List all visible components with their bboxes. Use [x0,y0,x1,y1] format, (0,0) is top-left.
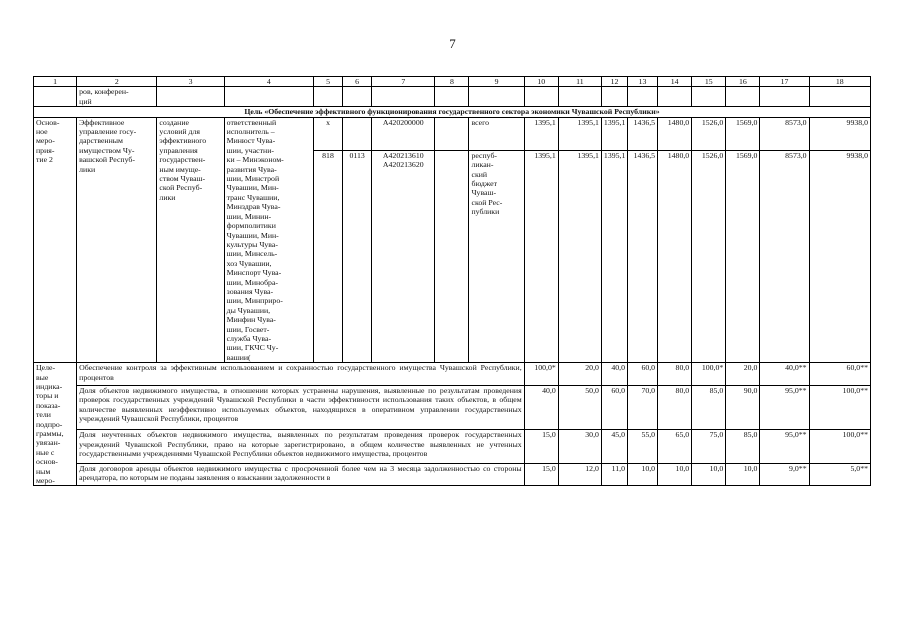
indicator-value: 10,0 [692,463,726,486]
measure-responsible: ответственный исполнитель – Минюст Чува- шии, участни- ки – Минэконом- развития Чува- шии, Минстрой Чувашии, Мин- транс Чувашии, Минздрав Чува- шии, Минин- формполитики Чувашии, Мин- культуры Чува- шии, Минсель- хоз Чувашии, Минспорт Чува- шии, Минобра- зования Чува- шии, Минприро- ды Чувашии, Минфин Чува- шии, Госвет- служба Чува- шии, ГКЧС Чу- вашии( [224,117,313,363]
indicator-value: 60,0 [601,385,627,429]
grbs-code: x [313,117,342,150]
indicator-text: Обеспечение контроля за эффективным использованием и сохранностью государственного имущества Чувашской Республики, процентов [77,363,525,386]
indicator-value: 80,0 [658,385,692,429]
indicator-value: 95,0** [760,430,809,464]
column-number: 1 [34,77,77,87]
column-number: 8 [435,77,469,87]
indicator-value: 45,0 [601,430,627,464]
continuation-text: ров, конферен- ций [77,87,157,107]
column-number: 5 [313,77,342,87]
indicator-value: 90,0 [726,385,760,429]
indicator-value: 30,0 [558,430,601,464]
indicator-value: 50,0 [558,385,601,429]
measure-goal: создание условий для эффективного управления государствен- ным имуще- ством Чуваш- ской Респуб- лики [157,117,224,363]
funding-value: 1436,5 [628,117,658,150]
funding-value: 1480,0 [658,150,692,362]
page-number: 7 [449,36,456,51]
indicator-value: 10,0 [726,463,760,486]
indicator-text: Доля договоров аренды объектов недвижимого имущества с просроченной более чем на 3 месяца задолженностью со стороны арендатора, по которым не поданы заявления о взыскании задолженности в [77,463,525,486]
indicator-text: Доля неучтенных объектов недвижимого имущества, выявленных по результатам проведения проверок государственных учреждений Чувашской Республики, право на которые зарегистрировано, в общем количестве выявленных не учтенных государственными учреждениями Чувашской Республики объектов недвижимого имущества, процентов [77,430,525,464]
column-number-row [34,77,871,87]
indicator-text: Доля объектов недвижимого имущества, в отношении которых устранены нарушения, выявленные по результатам проведения проверок государственных учреждений Чувашской Республики в части эффективности использования таких объектов, в общем количестве выявленных неэффективно используемых объектов, находящихся в оперативном управлении государственных учреждений Чувашской Республики, процентов [77,385,525,429]
indicator-value: 20,0 [726,363,760,386]
indicator-value: 15,0 [524,463,558,486]
indicator-value: 100,0** [809,385,870,429]
indicator-value: 65,0 [658,430,692,464]
indicator-value: 20,0 [558,363,601,386]
indicator-row [34,430,871,464]
indicator-value: 9,0** [760,463,809,486]
funding-value: 1480,0 [658,117,692,150]
indicator-value: 75,0 [692,430,726,464]
column-number: 6 [343,77,372,87]
funding-value: 1395,1 [524,150,558,362]
indicator-value: 15,0 [524,430,558,464]
indicator-value: 40,0 [601,363,627,386]
column-number: 12 [601,77,627,87]
indicator-value: 85,0 [726,430,760,464]
indicator-value: 40,0** [760,363,809,386]
indicator-value: 60,0** [809,363,870,386]
column-number: 13 [628,77,658,87]
goal-title: Цель «Обеспечение эффективного функционирования государственного сектора экономики Чувашской Республики» [34,107,871,117]
funding-value: 1395,1 [524,117,558,150]
funding-value: 9938,0 [809,150,870,362]
indicator-value: 10,0 [628,463,658,486]
measure-name: Эффективное управление госу- дарственным имуществом Чу- вашской Респуб- лики [77,117,157,363]
column-number: 4 [224,77,313,87]
indicator-row [34,463,871,486]
program-table [33,76,871,486]
indicator-value: 40,0 [524,385,558,429]
indicator-value: 11,0 [601,463,627,486]
indicator-value: 70,0 [628,385,658,429]
funding-value: 1395,1 [558,117,601,150]
continuation-row [34,87,871,107]
funding-value: 1526,0 [692,150,726,362]
indicators-label: Целе- вые индика- торы и показа- тели подпро- граммы, увязан- ные с основ- ным меро- [34,363,77,486]
funding-value: 9938,0 [809,117,870,150]
column-number: 18 [809,77,870,87]
csr-code: А420213610 А420213620 [372,150,435,362]
indicator-value: 12,0 [558,463,601,486]
goal-row [34,107,871,117]
vr-code [435,117,469,150]
funding-row-total [34,117,871,150]
funding-value: 8573,0 [760,117,809,150]
column-number: 2 [77,77,157,87]
funding-value: 1395,1 [601,150,627,362]
column-number: 15 [692,77,726,87]
funding-value: 1395,1 [558,150,601,362]
indicator-value: 95,0** [760,385,809,429]
indicator-value: 5,0** [809,463,870,486]
column-number: 11 [558,77,601,87]
funding-source: респуб- ликан- ский бюджет Чуваш- ской Рес- публики [469,150,524,362]
measure-type: Основ- ное меро- прия- тие 2 [34,117,77,363]
funding-value: 1526,0 [692,117,726,150]
indicator-row [34,363,871,386]
indicator-value: 80,0 [658,363,692,386]
funding-value: 1569,0 [726,117,760,150]
indicator-value: 100,0** [809,430,870,464]
column-number: 17 [760,77,809,87]
funding-value: 1395,1 [601,117,627,150]
indicator-value: 100,0* [692,363,726,386]
column-number: 10 [524,77,558,87]
section-code: 0113 [343,150,372,362]
column-number: 7 [372,77,435,87]
indicator-row [34,385,871,429]
funding-source: всего [469,117,524,150]
indicator-value: 85,0 [692,385,726,429]
column-number: 16 [726,77,760,87]
funding-value: 1569,0 [726,150,760,362]
section-code [343,117,372,150]
indicator-value: 55,0 [628,430,658,464]
vr-code [435,150,469,362]
csr-code: А420200000 [372,117,435,150]
indicator-value: 10,0 [658,463,692,486]
funding-value: 8573,0 [760,150,809,362]
column-number: 9 [469,77,524,87]
indicator-value: 60,0 [628,363,658,386]
grbs-code: 818 [313,150,342,362]
column-number: 3 [157,77,224,87]
funding-value: 1436,5 [628,150,658,362]
column-number: 14 [658,77,692,87]
indicator-value: 100,0* [524,363,558,386]
